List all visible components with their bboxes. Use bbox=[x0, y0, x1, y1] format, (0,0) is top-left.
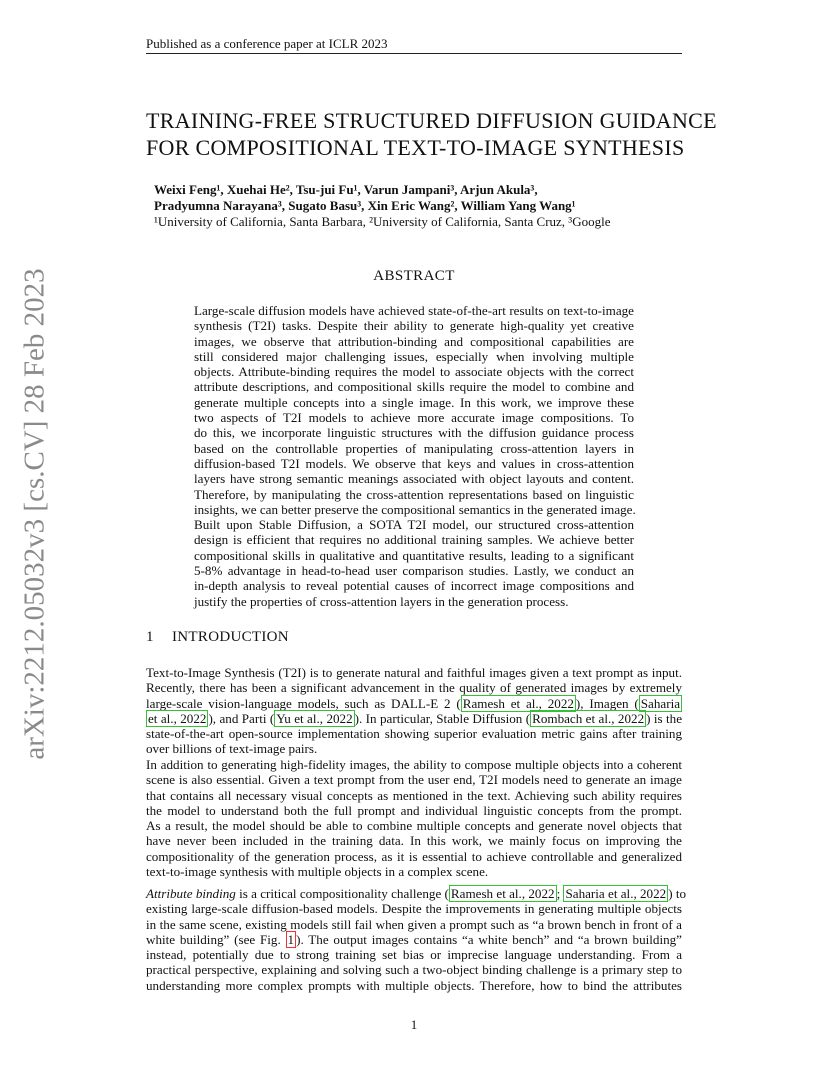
arxiv-identifier: arXiv:2212.05032v3 [cs.CV] 28 Feb 2023 bbox=[18, 268, 51, 760]
affiliations: ¹University of California, Santa Barbara, ²University of California, Santa Cruz, ³Google bbox=[154, 214, 611, 229]
abstract-line: compositional skills in qualitative and quantitative results, leading to a significant bbox=[194, 547, 634, 563]
paragraph-line: over billions of text-image pairs. bbox=[146, 741, 318, 757]
abstract-line: diffusion-based T2I models. We observe that keys and values in cross-attention bbox=[194, 455, 634, 471]
text-run: ). The output images contains “a white bench” and “a brown building” bbox=[296, 931, 682, 947]
paragraph-line bbox=[146, 711, 682, 726]
abstract-line: 5-8% advantage in head-to-head user comparison studies. Lastly, we conduct an bbox=[194, 563, 634, 579]
paragraph-line: text-to-image synthesis with multiple objects in a complex scene. bbox=[146, 864, 489, 880]
paragraph-line: instead, potentially due to strong training set bias or imprecise language understanding. From a bbox=[146, 947, 682, 963]
section-heading bbox=[146, 629, 289, 646]
intro-paragraph-1 bbox=[146, 665, 682, 757]
citation-link[interactable]: Rombach et al., 2022 bbox=[532, 710, 645, 726]
paragraph-line: In addition to generating high-fidelity images, the ability to compose multiple objects into a coherent bbox=[146, 757, 682, 772]
paragraph-line: in the same scene, existing models still fail when given a prompt such as “a brown bench in front of a bbox=[146, 916, 682, 932]
author-line-2: Pradyumna Narayana³, Sugato Basu³, Xin Eric Wang², William Yang Wang¹ bbox=[154, 198, 576, 213]
citation-link[interactable]: Yu et al., 2022 bbox=[276, 710, 353, 726]
intro-paragraph-3 bbox=[146, 886, 687, 993]
abstract-body bbox=[194, 303, 634, 609]
paragraph-line: compositionality of the generation process, as it is essential to achieve controllable and generalized bbox=[146, 848, 682, 864]
paragraph-line bbox=[146, 886, 687, 901]
abstract-line: insights, we can better preserve the compositional semantics in the generated image. bbox=[194, 501, 636, 517]
text-run: ) to bbox=[668, 886, 687, 901]
abstract-line: objects. Attribute-binding requires the model to associate objects with the correct bbox=[194, 364, 634, 380]
text-run: large-scale vision-language models, such as DALL-E 2 ( bbox=[146, 695, 461, 711]
text-run: ; bbox=[556, 886, 564, 901]
abstract-line: Large-scale diffusion models have achieved state-of-the-art results on text-to-image bbox=[194, 303, 634, 318]
text-run: white building” (see Fig. bbox=[146, 931, 286, 947]
paragraph-line: the model to understand both the full prompt and individual linguistic concepts from the prompt. bbox=[146, 802, 682, 818]
author-line-1: Weixi Feng¹, Xuehai He², Tsu-jui Fu¹, Varun Jampani³, Arjun Akula³, bbox=[154, 182, 538, 197]
paragraph-line: that contains all necessary visual concepts as mentioned in the text. Achieving such ability requires bbox=[146, 787, 682, 803]
abstract-line: attribute descriptions, and compositional skills require the model to combine and bbox=[194, 379, 634, 395]
citation-link[interactable]: Saharia et al., 2022 bbox=[565, 886, 667, 901]
citation-link[interactable]: Saharia bbox=[640, 695, 681, 711]
paragraph-line: As a result, the model should be able to combine multiple concepts and generate novel objects that bbox=[146, 818, 682, 834]
abstract-line: generate multiple concepts into a single image. In this work, we improve these bbox=[194, 394, 634, 410]
title-line-1: TRAINING-FREE STRUCTURED DIFFUSION GUIDANCE bbox=[146, 108, 717, 133]
running-header: Published as a conference paper at ICLR 2023 bbox=[146, 36, 388, 51]
abstract-line: Therefore, by manipulating the cross-attention representations based on linguistic bbox=[194, 486, 634, 502]
abstract-heading: ABSTRACT bbox=[373, 268, 455, 284]
paragraph-line: existing large-scale diffusion-based models. Despite the improvements in generating multiple objects bbox=[146, 901, 682, 917]
page-number: 1 bbox=[410, 1017, 418, 1032]
citation-link[interactable]: Ramesh et al., 2022 bbox=[450, 886, 555, 901]
abstract-line: layers have strong semantic meanings associated with object layouts and content. bbox=[194, 471, 634, 487]
title-line-2: FOR COMPOSITIONAL TEXT-TO-IMAGE SYNTHESIS bbox=[146, 135, 685, 160]
abstract-line: synthesis (T2I) tasks. Despite their ability to generate high-quality yet creative bbox=[194, 318, 634, 334]
abstract-line: still considered major challenging issues, especially when involving multiple bbox=[194, 348, 634, 364]
text-run: is a critical compositionality challenge ( bbox=[235, 886, 449, 901]
paper-title bbox=[146, 107, 717, 161]
abstract-line: based on the controllable properties of manipulating cross-attention layers in bbox=[194, 440, 634, 456]
arxiv-stamp bbox=[15, 270, 55, 758]
abstract-line: in-depth analysis to reveal potential causes of incorrect image compositions and bbox=[194, 578, 634, 594]
intro-paragraph-2 bbox=[146, 757, 682, 879]
paragraph-line: state-of-the-art open-source implementation showing superior evaluation metric gains after training bbox=[146, 726, 682, 742]
text-run: ). In particular, Stable Diffusion ( bbox=[354, 710, 531, 726]
paragraph-line bbox=[146, 932, 682, 947]
paragraph-line: understanding more complex prompts with multiple objects. Therefore, how to bind the attributes bbox=[146, 977, 682, 993]
citation-link[interactable]: Ramesh et al., 2022 bbox=[462, 695, 574, 711]
author-block bbox=[154, 182, 714, 230]
abstract-line: do this, we incorporate linguistic structures with the diffusion guidance process bbox=[194, 425, 634, 441]
citation-link[interactable]: et al., 2022 bbox=[148, 710, 207, 726]
paragraph-line: scene is also essential. Given a text prompt from the user end, T2I models need to generate an image bbox=[146, 772, 682, 788]
emphasis-text: Attribute binding bbox=[146, 886, 236, 901]
abstract-line: images, we observe that attribution-binding and compositional capabilities are bbox=[194, 333, 634, 349]
paragraph-line: have never been included in the training data. In this work, we mainly focus on improving the bbox=[146, 833, 682, 849]
abstract-line: two aspects of T2I models to achieve more accurate image compositions. To bbox=[194, 410, 634, 426]
text-run: ), and Parti ( bbox=[208, 710, 275, 726]
text-run: ), Imagen ( bbox=[575, 695, 639, 711]
section-title: INTRODUCTION bbox=[172, 629, 289, 645]
abstract-line: design is efficient that requires no additional training samples. We achieve better bbox=[194, 532, 634, 548]
paragraph-line: Recently, there has been a significant advancement in the quality of generated images by extremely bbox=[146, 680, 682, 696]
text-run: ) is the bbox=[646, 710, 683, 726]
figure-ref-link[interactable]: 1 bbox=[287, 931, 295, 947]
section-number: 1 bbox=[146, 629, 154, 645]
paragraph-line: practical perspective, explaining and solving such a two-object binding challenge is a primary step to bbox=[146, 962, 682, 978]
header-rule bbox=[146, 53, 682, 54]
abstract-line: justify the properties of cross-attention layers in the generation process. bbox=[194, 593, 569, 609]
paragraph-line bbox=[146, 696, 682, 711]
abstract-line: Built upon Stable Diffusion, a SOTA T2I model, our structured cross-attention bbox=[194, 517, 634, 533]
paragraph-line: Text-to-Image Synthesis (T2I) is to generate natural and faithful images given a text prompt as input. bbox=[146, 665, 682, 680]
